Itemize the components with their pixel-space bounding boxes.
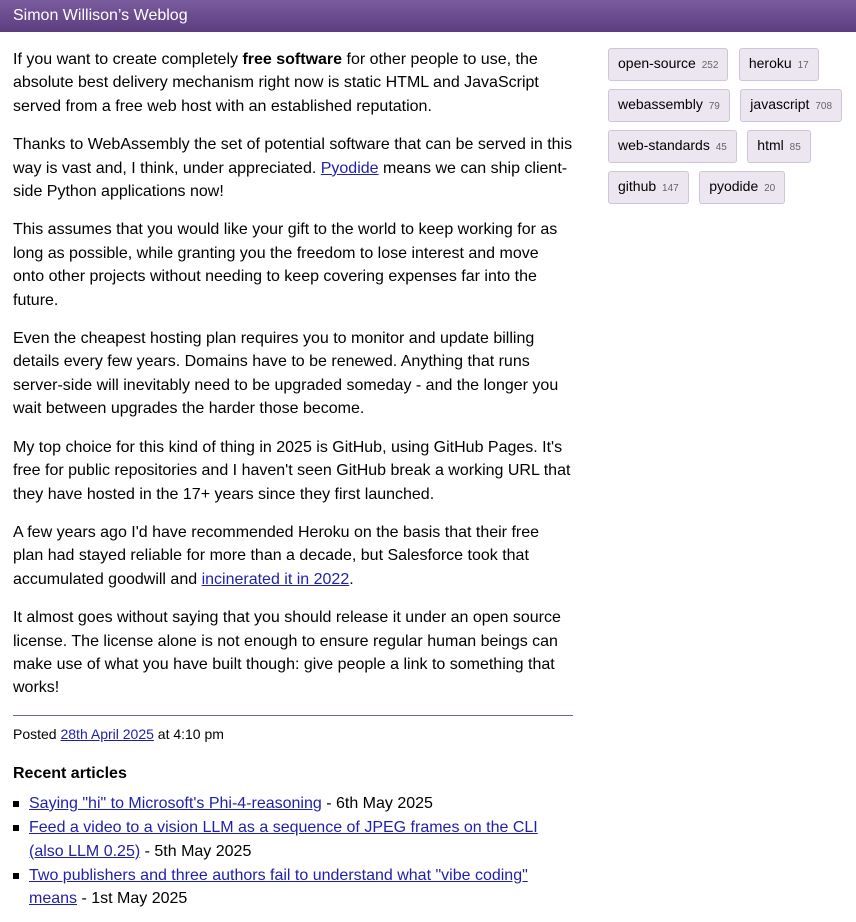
posted-line [13, 724, 573, 744]
list-item [29, 816, 573, 863]
tag-label: javascript [750, 96, 810, 112]
tag-label: github [618, 178, 657, 194]
tag-web-standards[interactable] [608, 130, 737, 163]
paragraph-2 [13, 133, 573, 203]
tag-pyodide[interactable] [699, 171, 785, 204]
tag-webassembly[interactable] [608, 89, 730, 122]
p6-text: A few years ago I'd have recommended Heroku on the basis that their free plan had stayed reliable for more than a decade, but Salesforce took that accumulated goodwill and [13, 523, 540, 588]
p1-text-end: for other people to use, the absolute best delivery mechanism right now is static HTML and JavaScript served from a free web host with an established reputation. [13, 51, 539, 115]
tag-count: 147 [662, 183, 679, 194]
p1-text: If you want to create completely [13, 51, 243, 68]
tag-javascript[interactable] [740, 89, 842, 122]
site-header [0, 0, 856, 32]
paragraph-6 [13, 521, 573, 591]
tag-count: 17 [797, 60, 809, 71]
recent-article-link[interactable]: Saying "hi" to Microsoft's Phi-4-reasoning [29, 794, 322, 812]
tag-html[interactable] [747, 130, 810, 163]
list-item [29, 792, 573, 815]
p1-bold: free software [242, 51, 343, 68]
heroku-link[interactable]: incinerated it in 2022 [201, 570, 350, 588]
p6-text-end: . [349, 570, 354, 588]
paragraph-4: Even the cheapest hosting plan requires you to monitor and update billing details every few years. Domains have to be renewed. Anything that runs server-side will inevitably need to be upgraded someday - and the longer you wait between upgrades the harder those become. [13, 330, 559, 418]
article-body [13, 48, 573, 912]
paragraph-1 [13, 48, 573, 118]
p2-text: Thanks to WebAssembly the set of potential software that can be served in this way is vast and, I think, under appreciated. [13, 136, 573, 177]
posted-date-link[interactable]: 28th April 2025 [60, 725, 154, 742]
recent-articles-list [13, 792, 573, 911]
recent-article-link[interactable]: Feed a video to a vision LLM as a sequence of JPEG frames on the CLI (also LLM 0.25) [29, 819, 538, 860]
tag-count: 252 [701, 60, 719, 71]
paragraph-7: It almost goes without saying that you should release it under an open source license. The license alone is not enough to ensure regular human beings can make use of what you have built though: give people a link to something that works! [13, 609, 561, 697]
paragraph-3: This assumes that you would like your gift to the world to keep working for as long as possible, while granting you the freedom to lose interest and move onto other projects without needing to keep covering expenses far into the future. [13, 221, 558, 309]
tag-label: open-source [618, 55, 696, 71]
list-item [29, 864, 573, 911]
tag-list [608, 48, 853, 212]
recent-article-date: - 5th May 2025 [140, 842, 252, 860]
tag-count: 85 [789, 142, 801, 153]
tag-count: 79 [708, 101, 720, 112]
divider [13, 715, 573, 716]
recent-articles-heading: Recent articles [13, 764, 127, 782]
pyodide-link[interactable]: Pyodide [320, 159, 379, 177]
recent-article-link[interactable]: Two publishers and three authors fail to understand what "vibe coding" means [29, 866, 528, 908]
tag-label: heroku [748, 55, 792, 71]
tag-label: html [757, 137, 784, 153]
tag-label: webassembly [618, 96, 703, 112]
tag-count: 20 [764, 183, 776, 194]
tag-label: pyodide [709, 178, 759, 194]
posted-prefix: Posted [13, 725, 61, 742]
tag-label: web-standards [618, 137, 710, 153]
tag-github[interactable] [608, 171, 689, 204]
tag-count: 45 [715, 142, 727, 153]
posted-time: at 4:10 pm [153, 725, 224, 742]
tag-count: 708 [815, 101, 833, 112]
tag-open-source[interactable] [608, 48, 728, 81]
recent-article-date: - 6th May 2025 [321, 794, 433, 812]
paragraph-5: My top choice for this kind of thing in 2025 is GitHub, using GitHub Pages. It's free for public repositories and I haven't seen GitHub break a working URL that they have hosted in the 17+ years since they first launched. [13, 438, 571, 503]
p2-text-end: means we can ship client-side Python applications now! [13, 159, 568, 201]
recent-article-date: - 1st May 2025 [77, 890, 188, 908]
tag-heroku[interactable] [739, 48, 819, 81]
site-title[interactable]: Simon Willison’s Weblog [13, 7, 188, 24]
